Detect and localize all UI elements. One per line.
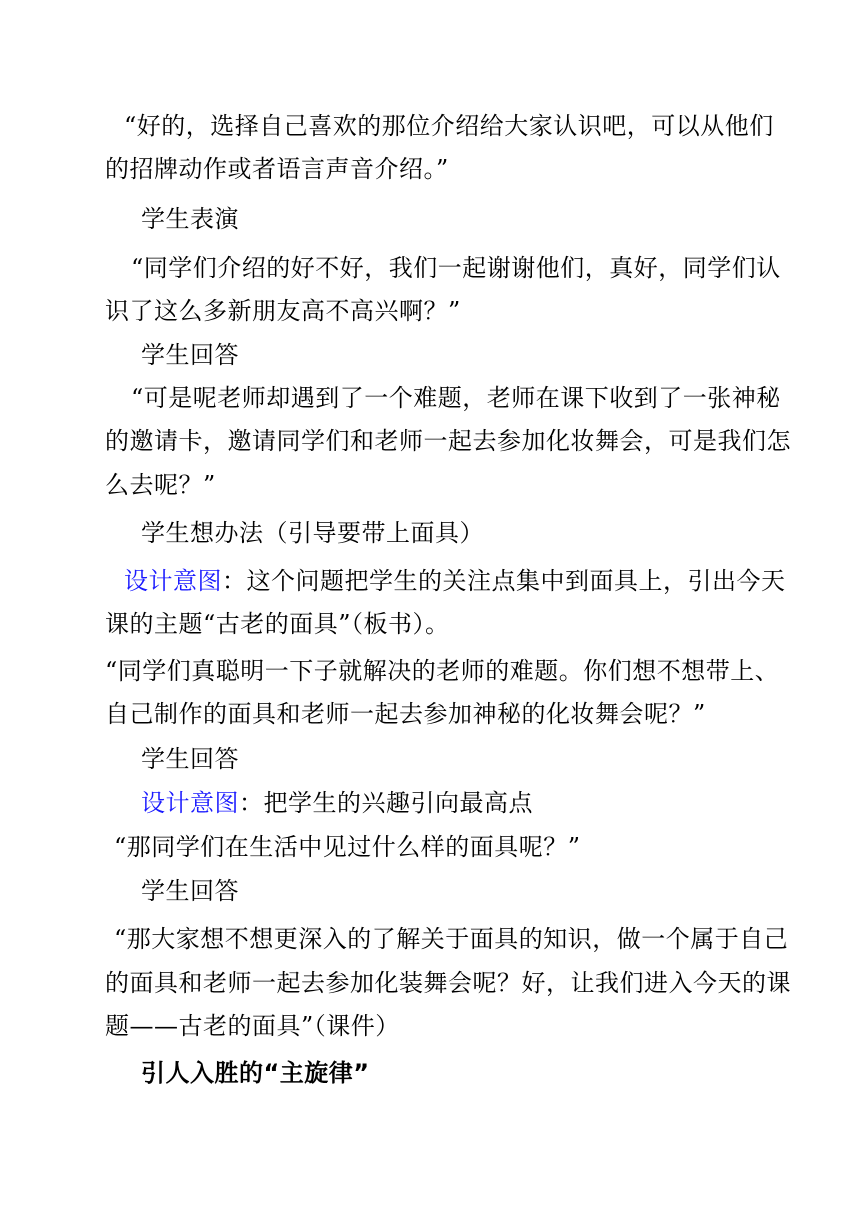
paragraph-12: 学生回答 <box>141 877 239 905</box>
paragraph-1-line-1: “好的，选择自己喜欢的那位介绍给大家认识吧，可以从他们 <box>124 112 774 140</box>
paragraph-7-line-2: 课的主题“古老的面具”（板书）。 <box>105 610 450 638</box>
design-intent-label: 设计意图 <box>141 789 239 817</box>
paragraph-6: 学生想办法（引导要带上面具） <box>141 519 484 547</box>
paragraph-5-line-2: 的邀请卡，邀请同学们和老师一起去参加化妆舞会，可是我们怎 <box>105 427 791 455</box>
section-heading: 引人入胜的“主旋律” <box>141 1059 370 1087</box>
paragraph-9: 学生回答 <box>141 745 239 773</box>
paragraph-8-line-2: 自己制作的面具和老师一起去参加神秘的化妆舞会呢？” <box>105 700 706 728</box>
paragraph-2: 学生表演 <box>141 205 239 233</box>
design-intent-text: ：把学生的兴趣引向最高点 <box>239 789 533 817</box>
paragraph-3-line-2: 识了这么多新朋友高不高兴啊？” <box>105 297 461 325</box>
paragraph-7-line-1 <box>124 566 786 596</box>
design-intent-label: 设计意图 <box>124 567 222 595</box>
paragraph-4: 学生回答 <box>141 341 239 369</box>
paragraph-10 <box>141 788 533 818</box>
paragraph-8-line-1: “同学们真聪明一下子就解决的老师的难题。你们想不想带上、 <box>105 657 780 685</box>
paragraph-11: “那同学们在生活中见过什么样的面具呢？” <box>114 833 581 861</box>
paragraph-5-line-3: 么去呢？” <box>105 471 216 499</box>
design-intent-text: ：这个问题把学生的关注点集中到面具上，引出今天 <box>222 567 786 595</box>
paragraph-3-line-1: “同学们介绍的好不好，我们一起谢谢他们，真好，同学们认 <box>131 254 781 282</box>
paragraph-13-line-1: “那大家想不想更深入的了解关于面具的知识，做一个属于自己 <box>114 925 789 953</box>
paragraph-13-line-3: 题——古老的面具”（课件） <box>105 1012 400 1040</box>
paragraph-13-line-2: 的面具和老师一起去参加化装舞会呢？好，让我们进入今天的课 <box>105 969 791 997</box>
paragraph-5-line-1: “可是呢老师却遇到了一个难题，老师在课下收到了一张神秘 <box>131 384 781 412</box>
paragraph-1-line-2: 的招牌动作或者语言声音介绍。” <box>105 155 449 183</box>
